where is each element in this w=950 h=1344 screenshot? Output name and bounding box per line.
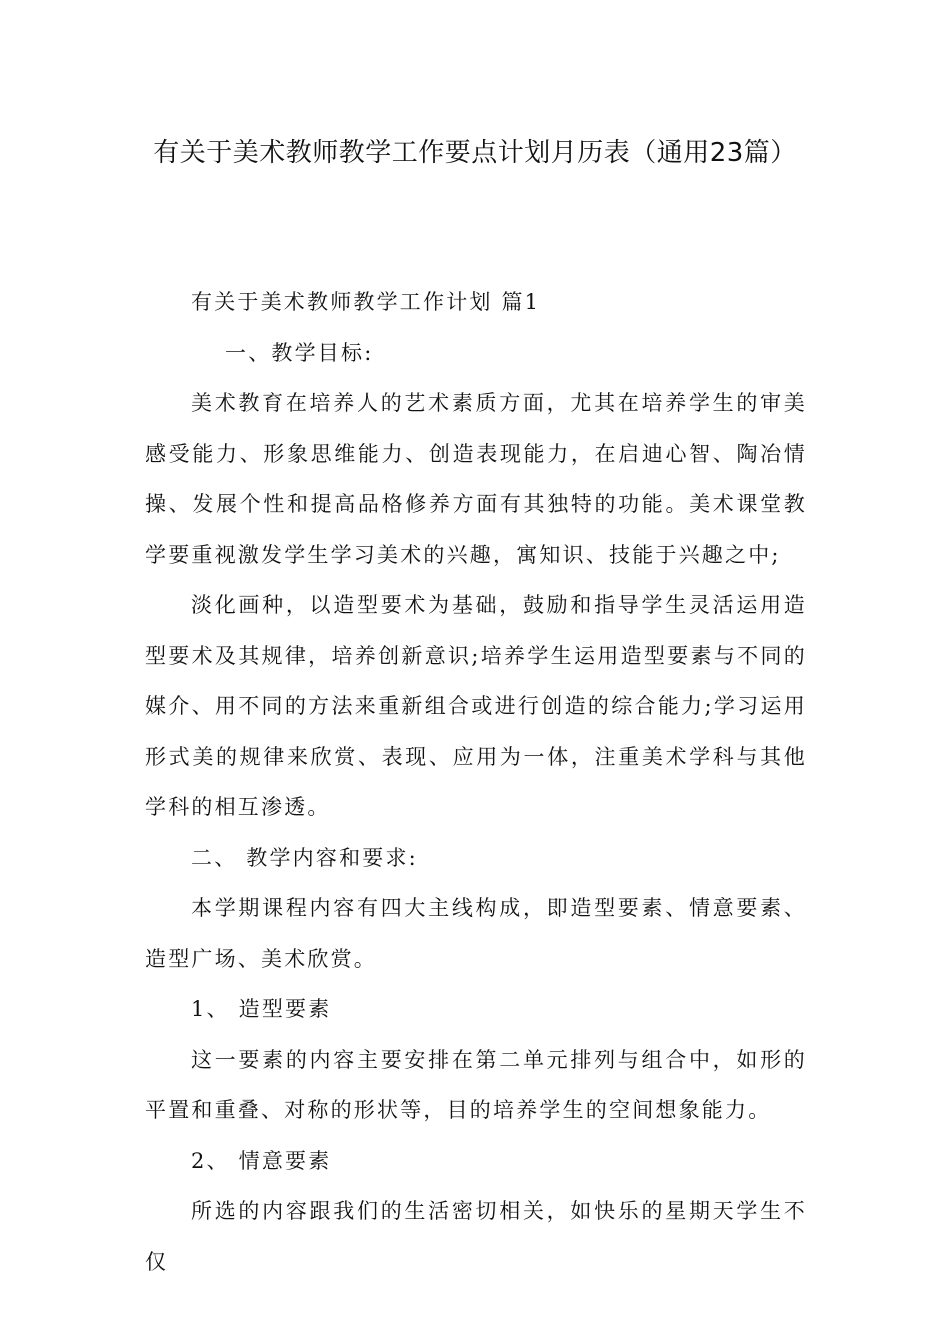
article-heading: 有关于美术教师教学工作计划 篇1 xyxy=(191,290,541,314)
paragraph: 美术教育在培养人的艺术素质方面，尤其在培养学生的审美感受能力、形象思维能力、创造表现能力，在启迪心智、陶冶情操、发展个性和提高品格修养方面有其独特的功能。美术课堂教学要重视激发学生学习美术的兴趣，寓知识、技能于兴趣之中; xyxy=(145,391,807,567)
document-body xyxy=(145,277,807,1287)
document-title: 有关于美术教师教学工作要点计划月历表（通用23篇） xyxy=(153,138,797,168)
section-heading-teaching-goals: 一、教学目标: xyxy=(225,340,374,365)
item-heading-emotional-elements: 2、 情意要素 xyxy=(191,1148,332,1173)
paragraph: 本学期课程内容有四大主线构成，即造型要素、情意要素、造型广场、美术欣赏。 xyxy=(145,896,807,971)
paragraph: 所选的内容跟我们的生活密切相关，如快乐的星期天学生不仅 xyxy=(145,1199,807,1274)
item-heading-modeling-elements: 1、 造型要素 xyxy=(191,997,332,1021)
section-heading-content-requirements: 二、 教学内容和要求: xyxy=(191,845,418,870)
paragraph: 这一要素的内容主要安排在第二单元排列与组合中，如形的平置和重叠、对称的形状等，目的培养学生的空间想象能力。 xyxy=(145,1047,807,1122)
paragraph: 淡化画种，以造型要术为基础，鼓励和指导学生灵活运用造型要术及其规律，培养创新意识;培养学生运用造型要素与不同的媒介、用不同的方法来重新组合或进行创造的综合能力;学习运用形式美的规律来欣赏、表现、应用为一体，注重美术学科与其他学科的相互渗透。 xyxy=(145,593,807,819)
